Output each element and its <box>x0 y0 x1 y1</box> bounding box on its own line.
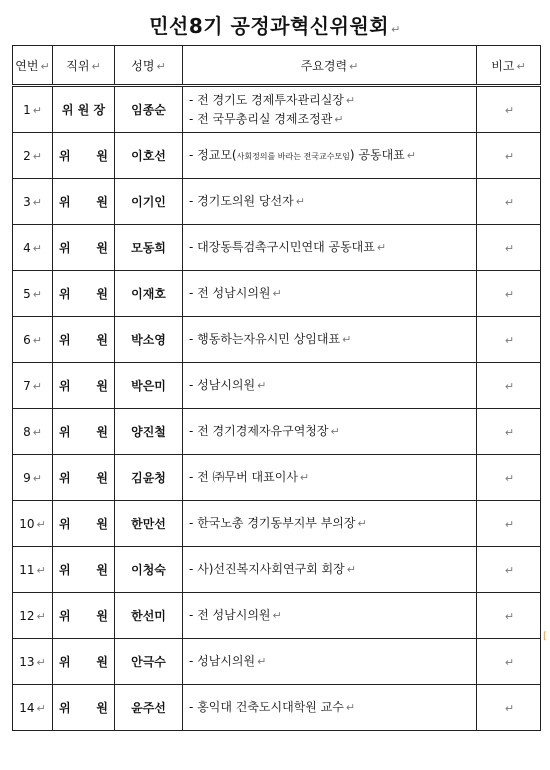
table-row <box>13 685 541 731</box>
member-position <box>53 179 115 225</box>
row-number: 10 ↵ <box>13 501 53 547</box>
member-career <box>183 455 477 501</box>
position-spread <box>53 239 114 256</box>
document-title <box>0 10 550 39</box>
table-header-row <box>13 46 541 86</box>
member-name: 양진철 <box>115 409 183 455</box>
member-name: 이기인 <box>115 179 183 225</box>
paragraph-mark: ↵ <box>391 23 401 36</box>
table-row <box>13 86 541 133</box>
member-note: ↵ <box>477 133 541 179</box>
member-note: ↵ <box>477 271 541 317</box>
member-career <box>183 593 477 639</box>
table-row <box>13 455 541 501</box>
row-number: 8 ↵ <box>13 409 53 455</box>
row-number: 11 ↵ <box>13 547 53 593</box>
member-position <box>53 317 115 363</box>
position-text: 위 원 <box>59 609 108 623</box>
career-line: - 정교모(사회정의를 바라는 전국교수모임) 공동대표 ↵ <box>189 147 416 162</box>
table-row <box>13 179 541 225</box>
position-text: 위 원 <box>59 563 108 577</box>
member-position <box>53 547 115 593</box>
header-note: 비고 ↵ <box>477 46 541 86</box>
member-name: 임종순 <box>115 86 183 133</box>
member-note: ↵ <box>477 86 541 133</box>
table-row <box>13 547 541 593</box>
member-name: 이재호 <box>115 271 183 317</box>
member-position <box>53 685 115 731</box>
career-line: - 전 ㈜무버 대표이사 ↵ <box>189 470 310 484</box>
member-career <box>183 271 477 317</box>
member-name: 안극수 <box>115 639 183 685</box>
title-text: 민선8기 공정과혁신위원회 <box>149 14 390 38</box>
member-career <box>183 363 477 409</box>
position-text: 위 원 <box>59 471 108 485</box>
career-line: - 한국노총 경기동부지부 부의장 ↵ <box>189 516 367 530</box>
position-spread <box>53 699 114 716</box>
table-row <box>13 271 541 317</box>
career-line: - 전 국무총리실 경제조정관 ↵ <box>189 111 344 126</box>
career-line: - 전 성남시의원 ↵ <box>189 608 282 622</box>
member-career <box>183 409 477 455</box>
row-number: 9 ↵ <box>13 455 53 501</box>
member-position <box>53 363 115 409</box>
position-spread <box>53 469 114 486</box>
member-position <box>53 639 115 685</box>
member-career <box>183 685 477 731</box>
member-name: 한만선 <box>115 501 183 547</box>
member-position <box>53 225 115 271</box>
member-career <box>183 317 477 363</box>
table-row <box>13 317 541 363</box>
career-line: - 성남시의원 ↵ <box>189 378 267 392</box>
member-name: 김윤청 <box>115 455 183 501</box>
career-line: - 성남시의원 ↵ <box>189 654 267 668</box>
row-number: 4 ↵ <box>13 225 53 271</box>
member-position <box>53 501 115 547</box>
member-name: 한선미 <box>115 593 183 639</box>
row-number: 1 ↵ <box>13 86 53 133</box>
position-spread <box>53 193 114 210</box>
member-position <box>53 593 115 639</box>
row-number: 12 ↵ <box>13 593 53 639</box>
member-note: ↵ <box>477 547 541 593</box>
row-number: 2 ↵ <box>13 133 53 179</box>
member-note: ↵ <box>477 685 541 731</box>
member-career <box>183 133 477 179</box>
member-name: 이호선 <box>115 133 183 179</box>
table-row <box>13 363 541 409</box>
position-text: 위 원 <box>59 333 108 347</box>
table-row <box>13 225 541 271</box>
table-row <box>13 501 541 547</box>
row-number: 5 ↵ <box>13 271 53 317</box>
member-note: ↵ <box>477 409 541 455</box>
member-position <box>53 455 115 501</box>
member-name: 박소영 <box>115 317 183 363</box>
member-name: 모동희 <box>115 225 183 271</box>
member-name: 윤주선 <box>115 685 183 731</box>
position-text: 위 원 <box>59 241 108 255</box>
position-spread <box>53 561 114 578</box>
header-name: 성명 ↵ <box>115 46 183 86</box>
member-note: ↵ <box>477 501 541 547</box>
career-line: - 경기도의원 당선자 ↵ <box>189 194 305 208</box>
row-number: 3 ↵ <box>13 179 53 225</box>
row-number: 6 ↵ <box>13 317 53 363</box>
position-text: 위 원 <box>59 287 108 301</box>
career-line: - 사)선진복지사회연구회 회장 ↵ <box>189 562 356 576</box>
member-career <box>183 547 477 593</box>
member-note: ↵ <box>477 179 541 225</box>
position-text: 위 원 <box>59 195 108 209</box>
position-spread <box>53 653 114 670</box>
row-number: 13 ↵ <box>13 639 53 685</box>
member-career <box>183 639 477 685</box>
position-text: 위 원 <box>59 425 108 439</box>
table-row <box>13 133 541 179</box>
table-row <box>13 639 541 685</box>
member-note: ↵ <box>477 317 541 363</box>
row-number: 14 ↵ <box>13 685 53 731</box>
position-spread <box>53 377 114 394</box>
position-spread <box>53 423 114 440</box>
career-line: - 전 성남시의원 ↵ <box>189 286 282 300</box>
position-spread <box>53 147 114 164</box>
table-body <box>13 86 541 731</box>
career-line: - 행동하는자유시민 상임대표 ↵ <box>189 332 352 346</box>
member-note: ↵ <box>477 225 541 271</box>
member-name: 박은미 <box>115 363 183 409</box>
member-note: ↵ <box>477 639 541 685</box>
member-position <box>53 409 115 455</box>
header-position: 직위 ↵ <box>53 46 115 86</box>
career-line: - 전 경기도 경제투자관리실장 ↵ <box>189 92 356 107</box>
member-position <box>53 271 115 317</box>
member-note: ↵ <box>477 593 541 639</box>
position-spread <box>53 515 114 532</box>
career-line: - 대장동특검촉구시민연대 공동대표 ↵ <box>189 240 387 254</box>
table-row <box>13 409 541 455</box>
member-career <box>183 86 477 133</box>
member-career <box>183 225 477 271</box>
margin-mark: [ <box>543 631 547 642</box>
position-spread <box>53 607 114 624</box>
position-text: 위 원 장 <box>61 103 106 117</box>
committee-members-table <box>12 45 541 731</box>
position-text: 위 원 <box>59 379 108 393</box>
member-position <box>53 86 115 133</box>
position-spread <box>53 285 114 302</box>
table-row <box>13 593 541 639</box>
member-position <box>53 133 115 179</box>
position-text: 위 원 <box>59 517 108 531</box>
member-name: 이청숙 <box>115 547 183 593</box>
header-career: 주요경력 ↵ <box>183 46 477 86</box>
career-line: - 홍익대 건축도시대학원 교수 ↵ <box>189 700 356 714</box>
career-line: - 전 경기경제자유구역청장 ↵ <box>189 424 340 438</box>
member-note: ↵ <box>477 455 541 501</box>
member-note: ↵ <box>477 363 541 409</box>
position-spread <box>53 331 114 348</box>
row-number: 7 ↵ <box>13 363 53 409</box>
position-text: 위 원 <box>59 701 108 715</box>
header-no: 연번 ↵ <box>13 46 53 86</box>
member-career <box>183 501 477 547</box>
member-career <box>183 179 477 225</box>
position-text: 위 원 <box>59 655 108 669</box>
position-text: 위 원 <box>59 149 108 163</box>
